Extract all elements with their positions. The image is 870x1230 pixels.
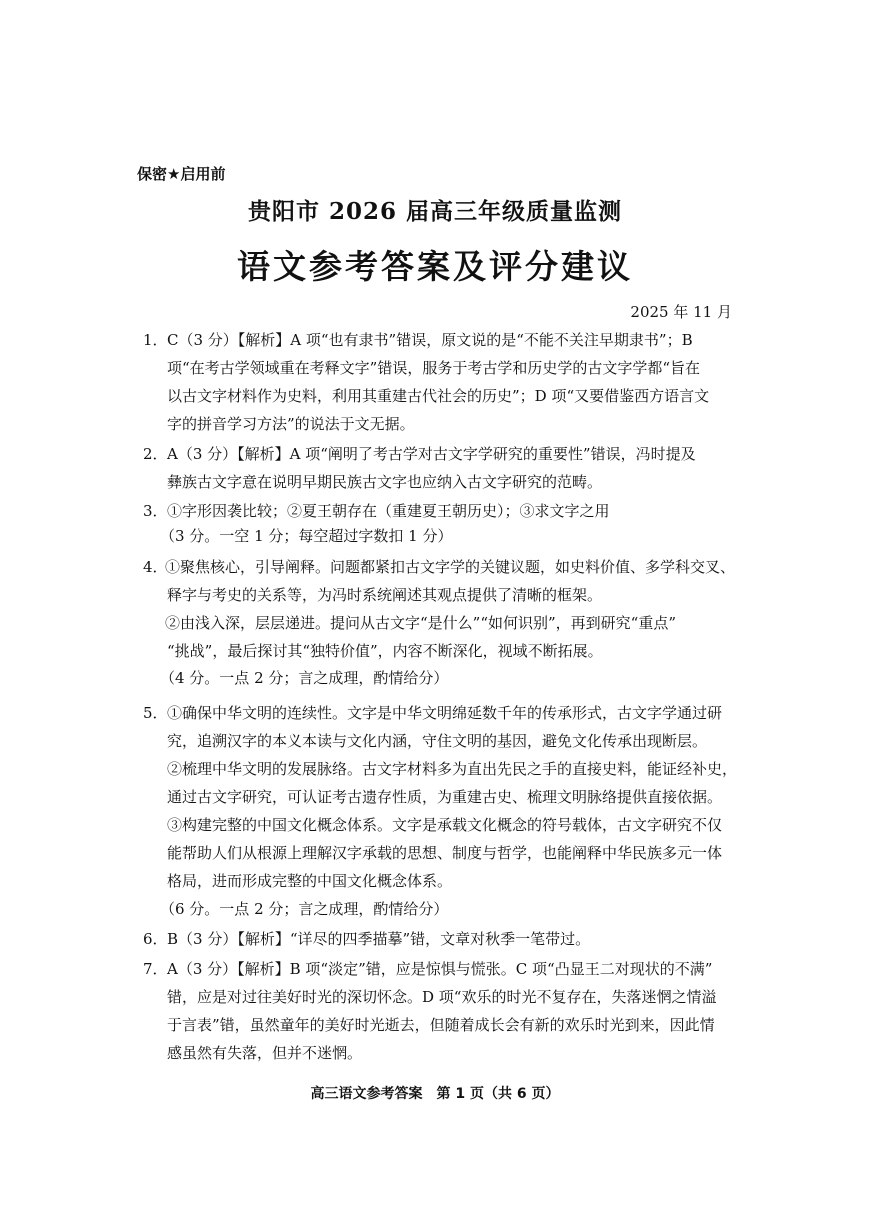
- answer-line: ①聚焦核心，引导阐释。问题都紧扣古文字学的关键议题，如史料价值、多学科交叉、: [165, 558, 736, 576]
- answer-line: 究，追溯汉字的本义本读与文化内涵，守住文明的基因，避免文化传承出现断层。: [167, 732, 708, 750]
- answer-line: 错，应是对过往美好时光的深切怀念。D 项“欢乐的时光不复存在，失落迷惘之情溢: [167, 988, 717, 1006]
- answer-line: A（3 分）【解析】A 项“阐明了考古学对古文字学研究的重要性”错误，冯时提及: [167, 445, 696, 463]
- answer-number: 5．: [143, 704, 168, 722]
- answer-line: 于言表”错，虽然童年的美好时光逝去，但随着成长会有新的欢乐时光到来，因此情: [167, 1016, 715, 1034]
- answer-line: ②由浅入深，层层递进。提问从古文字“是什么”“如何识别”，再到研究“重点”: [165, 614, 677, 632]
- document-date: 2025 年 11 月: [630, 303, 732, 321]
- answer-line: B（3 分）【解析】“详尽的四季描摹”错，文章对秋季一笔带过。: [167, 930, 591, 948]
- answer-line: ①确保中华文明的连续性。文字是中华文明绵延数千年的传承形式，古文字学通过研: [167, 704, 723, 722]
- answer-number: 7．: [143, 960, 168, 978]
- exam-title: 贵阳市 2026 届高三年级质量监测: [247, 198, 623, 225]
- answer-line: C（3 分）【解析】A 项“也有隶书”错误，原文说的是“不能不关注早期隶书”；B: [167, 331, 693, 349]
- answer-line: 格局，进而形成完整的中国文化概念体系。: [167, 872, 453, 890]
- answer-line: 以古文字材料作为史料，利用其重建古代社会的历史”；D 项“又要借鉴西方语言文: [167, 387, 710, 405]
- document-title: 语文参考答案及评分建议: [237, 247, 633, 286]
- answer-line: “挑战”，最后探讨其“独特价值”，内容不断深化，视域不断拓展。: [167, 642, 603, 660]
- answer-line: 项“在考古学领域重在考释文字”错误，服务于考古学和历史学的古文字学都“旨在: [167, 359, 701, 377]
- answer-line: 能帮助人们从根源上理解汉字承载的思想、制度与哲学，也能阐释中华民族多元一体: [167, 844, 723, 862]
- answer-line: （3 分。一空 1 分；每空超过字数扣 1 分）: [160, 527, 453, 545]
- answer-number: 4．: [143, 558, 168, 576]
- answer-number: 2．: [143, 445, 168, 463]
- answer-line: （6 分。一点 2 分；言之成理，酌情给分）: [160, 900, 449, 918]
- answer-number: 6．: [143, 930, 168, 948]
- answer-line: 感虽然有失落，但并不迷惘。: [167, 1044, 363, 1062]
- answer-line: 彝族古文字意在说明早期民族古文字也应纳入古文字研究的范畴。: [167, 473, 603, 491]
- answer-line: ①字形因袭比较；②夏王朝存在（重建夏王朝历史）；③求文字之用: [167, 502, 610, 520]
- answer-line: ②梳理中华文明的发展脉络。古文字材料多为直出先民之手的直接史料，能证经补史，: [167, 760, 738, 778]
- answer-line: （4 分。一点 2 分；言之成理，酌情给分）: [160, 669, 449, 687]
- answer-line: 字的拼音学习方法”的说法于文无据。: [167, 415, 415, 433]
- page-footer: 高三语文参考答案 第 1 页（共 6 页）: [310, 1086, 560, 1102]
- answer-line: 释字与考史的关系等，为冯时系统阐述其观点提供了清晰的框架。: [167, 586, 603, 604]
- answer-line: A（3 分）【解析】B 项“淡定”错，应是惊惧与慌张。C 项“凸显王二对现状的不满”: [167, 960, 713, 978]
- confidential-mark: 保密★启用前: [137, 165, 226, 183]
- answer-line: 通过古文字研究，可认证考古遗存性质，为重建古史、梳理文明脉络提供直接依据。: [167, 788, 723, 806]
- answer-line: ③构建完整的中国文化概念体系。文字是承载文化概念的符号载体，古文字研究不仅: [167, 816, 723, 834]
- answer-number: 1．: [143, 331, 168, 349]
- answer-number: 3．: [143, 502, 168, 520]
